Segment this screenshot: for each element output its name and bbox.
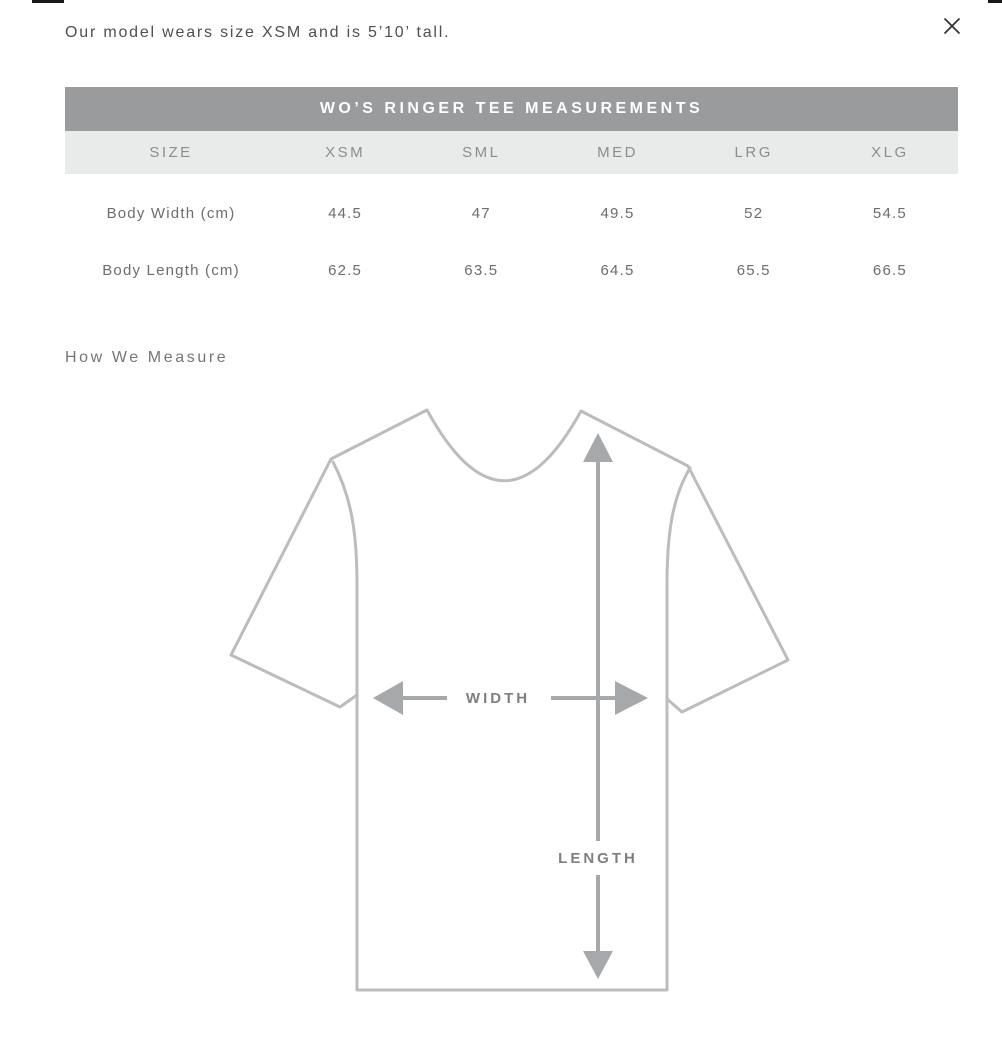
column-header-lrg: LRG (734, 144, 773, 161)
cell-value: 65.5 (736, 262, 771, 279)
arrow-left-icon (373, 681, 403, 715)
arrow-down-icon (583, 951, 613, 979)
cell-value: 64.5 (600, 262, 635, 279)
cell-value: 66.5 (872, 262, 907, 279)
table-title: WO’S RINGER TEE MEASUREMENTS (65, 87, 958, 131)
width-label: WIDTH (465, 690, 531, 707)
cell-value: 47 (471, 205, 491, 222)
row-label: Body Length (cm) (102, 262, 240, 279)
cell-value: 62.5 (328, 262, 363, 279)
cell-value: 63.5 (464, 262, 499, 279)
row-label: Body Width (cm) (106, 205, 236, 222)
cell-value: 44.5 (328, 205, 363, 222)
column-header-xsm: XSM (325, 144, 366, 161)
cell-value: 52 (744, 205, 764, 222)
cell-value: 54.5 (872, 205, 907, 222)
column-header-xlg: XLG (871, 144, 909, 161)
cell-value: 49.5 (600, 205, 635, 222)
arrow-up-icon (583, 433, 613, 462)
arrow-right-icon (615, 681, 648, 715)
column-header-sml: SML (462, 144, 501, 161)
length-label: LENGTH (558, 850, 638, 867)
model-fit-note: Our model wears size XSM and is 5’10’ tall. (65, 24, 451, 41)
how-we-measure-heading: How We Measure (65, 349, 229, 366)
column-header-med: MED (597, 144, 638, 161)
column-header-size: SIZE (149, 144, 193, 161)
